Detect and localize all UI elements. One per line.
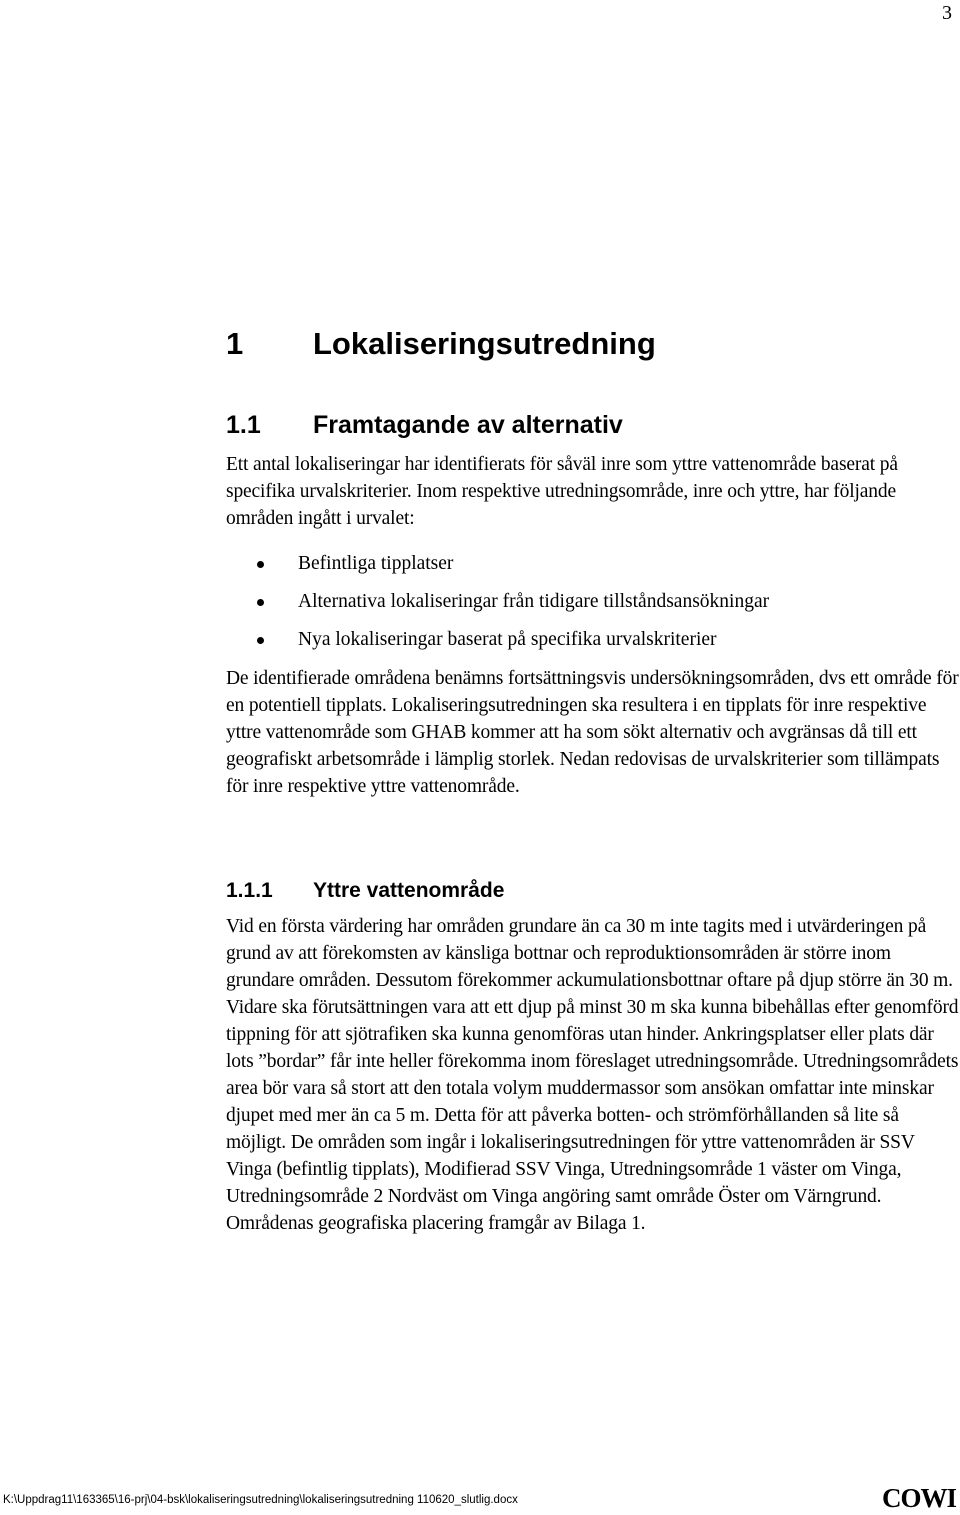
page-number: 3 [942, 2, 952, 24]
paragraph-intro: Ett antal lokaliseringar har identifierats för såväl inre som yttre vattenområde baserat på specifika urvalskriterier. Inom respektive utredningsområde, inre och yttre, har följande områden ingått i urvalet: [226, 454, 898, 529]
bullet-icon [257, 599, 264, 606]
heading-1 [226, 326, 656, 362]
footer-file-path: K:\Uppdrag11\163365\16-prj\04-bsk\lokaliseringsutredning\lokaliseringsutredning 110620_slutlig.docx [3, 1494, 518, 1506]
heading-2-number: 1.1 [226, 411, 261, 439]
heading-2-title: Framtagande av alternativ [313, 411, 623, 439]
heading-3-title: Yttre vattenområde [313, 879, 505, 902]
heading-2 [226, 411, 623, 440]
list-item [226, 550, 946, 588]
bullet-icon [257, 637, 264, 644]
heading-3 [226, 879, 504, 903]
paragraph-areas: De identifierade områdena benämns fortsättningsvis undersökningsområden, dvs ett område för en potentiell tipplats. Lokaliseringsutredningen ska resultera i en tipplats för inre respektive yttre vattenområde som GHAB kommer att ha som sökt alternativ och avgränsas då till ett geografiskt arbetsområde i lämplig storlek. Nedan redovisas de urvalskriterier som tillämpats för inre respektive yttre vattenområde. [226, 668, 959, 797]
list-item-text: Nya lokaliseringar baserat på specifika urvalskriterier [298, 629, 717, 650]
list-item [226, 626, 946, 664]
cowi-logo: COWI [881, 1483, 956, 1513]
bullet-icon [257, 561, 264, 568]
heading-3-number: 1.1.1 [226, 879, 273, 902]
heading-1-title: Lokaliseringsutredning [313, 326, 656, 361]
list-item [226, 588, 946, 626]
list-item-text: Alternativa lokaliseringar från tidigare tillståndsansökningar [298, 591, 770, 612]
bullet-list [226, 550, 946, 664]
list-item-text: Befintliga tipplatser [298, 553, 454, 574]
paragraph-outer-area: Vid en första värdering har områden grundare än ca 30 m inte tagits med i utvärderingen på grund av att förekomsten av känsliga bottnar och reproduktionsområden är större inom grundare områden. Dessutom förekommer ackumulationsbottnar oftare på djup större än 30 m. Vidare ska förutsättningen vara att ett djup på minst 30 m ska kunna bibehållas efter genomförd tippning för att sjötrafiken ska kunna genomföras utan hinder. Ankringsplatser eller plats där lots ”bordar” får inte heller förekomma inom föreslaget utredningsområde. Utredningsområdets area bör vara så stort att den totala volym muddermassor som ansökan omfattar inte minskar djupet med mer än ca 5 m. Detta för att påverka botten- och strömförhållanden så lite så möjligt. De områden som ingår i lokaliseringsutredningen för yttre vattenområden är SSV Vinga (befintlig tipplats), Modifierad SSV Vinga, Utredningsområde 1 väster om Vinga, Utredningsområde 2 Nordväst om Vinga angöring samt område Öster om Värngrund. Områdenas geografiska placering framgår av Bilaga 1. [226, 916, 959, 1234]
heading-1-number: 1 [226, 326, 244, 361]
